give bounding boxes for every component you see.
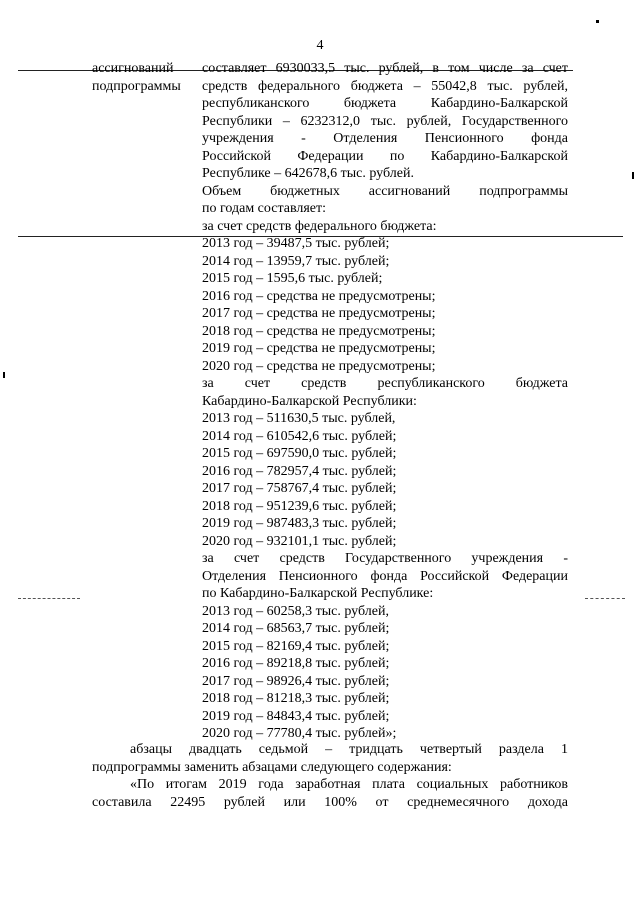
left-column [92,60,192,95]
right-column-line: средств федерального бюджета – 55042,8 тыс. рублей, [202,78,568,94]
right-column-line: Отделения Пенсионного фонда Российской Федерации [202,568,568,584]
right-column-line: 2017 год – 98926,4 тыс. рублей; [202,673,390,689]
left-column-line: ассигнований [92,61,174,76]
scan-mark [3,372,5,378]
right-column-line: за счет средств Государственного учреждения - [202,551,568,566]
body-text [92,741,568,811]
table-rule-lower-right [585,598,625,599]
right-column-line: Республике – 642678,6 тыс. рублей. [202,166,414,181]
right-column-line: по Кабардино-Балкарской Республике: [202,586,434,601]
right-column-line: 2016 год – 782957,4 тыс. рублей; [202,463,397,479]
right-column-line: 2016 год – 89218,8 тыс. рублей; [202,656,390,671]
right-column-line: 2018 год – 951239,6 тыс. рублей; [202,498,397,514]
scan-mark [596,20,599,23]
right-column-line: за счет средств федерального бюджета: [202,218,437,234]
right-column-line: 2020 год – средства не предусмотрены; [202,358,436,374]
right-column-line: республиканского бюджета Кабардино-Балкарской [202,96,568,111]
right-column-line: Республики – 6232312,0 тыс. рублей, Государственного [202,113,568,129]
right-column-line: 2013 год – 511630,5 тыс. рублей, [202,411,396,426]
right-column-line: 2019 год – 84843,4 тыс. рублей; [202,708,390,724]
right-column-line: 2020 год – 932101,1 тыс. рублей; [202,533,397,549]
table-rule-lower [18,598,80,599]
right-column-line: 2016 год – средства не предусмотрены; [202,288,436,304]
right-column-line: 2015 год – 1595,6 тыс. рублей; [202,271,383,286]
right-column-line: по годам составляет: [202,201,327,216]
right-column-line: Объем бюджетных ассигнований подпрограммы [202,183,568,199]
right-column-line: за счет средств республиканского бюджета [202,376,568,391]
paragraph-line: абзацы двадцать седьмой – тридцать четвертый раздела 1 [130,742,568,757]
right-column-line: 2019 год – средства не предусмотрены; [202,341,436,356]
right-column-line: составляет 6930033,5 тыс. рублей, в том числе за счет [202,61,568,76]
paragraph-line: подпрограммы заменить абзацами следующего содержания: [92,759,452,775]
right-column [202,60,568,743]
right-column-line: 2015 год – 697590,0 тыс. рублей; [202,446,397,461]
right-column-line: 2017 год – средства не предусмотрены; [202,306,436,321]
paragraph-line: «По итогам 2019 года заработная плата социальных работников [130,777,568,792]
scan-mark [632,172,634,179]
left-column-line: подпрограммы [92,78,181,94]
right-column-line: 2014 год – 68563,7 тыс. рублей; [202,621,390,636]
right-column-line: 2018 год – 81218,3 тыс. рублей; [202,691,390,706]
right-column-line: 2018 год – средства не предусмотрены; [202,323,436,339]
right-column-line: 2020 год – 77780,4 тыс. рублей»; [202,726,397,741]
right-column-line: 2019 год – 987483,3 тыс. рублей; [202,516,397,531]
paragraph-line: составила 22495 рублей или 100% от среднемесячного дохода [92,794,568,810]
right-column-line: 2015 год – 82169,4 тыс. рублей; [202,638,390,654]
right-column-line: 2014 год – 610542,6 тыс. рублей; [202,428,397,444]
right-column-line: Российской Федерации по Кабардино-Балкарской [202,148,568,164]
right-column-line: 2013 год – 60258,3 тыс. рублей, [202,603,389,619]
right-column-line: 2017 год – 758767,4 тыс. рублей; [202,481,397,496]
right-column-line: 2013 год – 39487,5 тыс. рублей; [202,236,390,251]
right-column-line: Кабардино-Балкарской Республики: [202,393,417,409]
page-number: 4 [316,38,324,53]
right-column-line: 2014 год – 13959,7 тыс. рублей; [202,253,390,269]
right-column-line: учреждения - Отделения Пенсионного фонда [202,131,568,146]
